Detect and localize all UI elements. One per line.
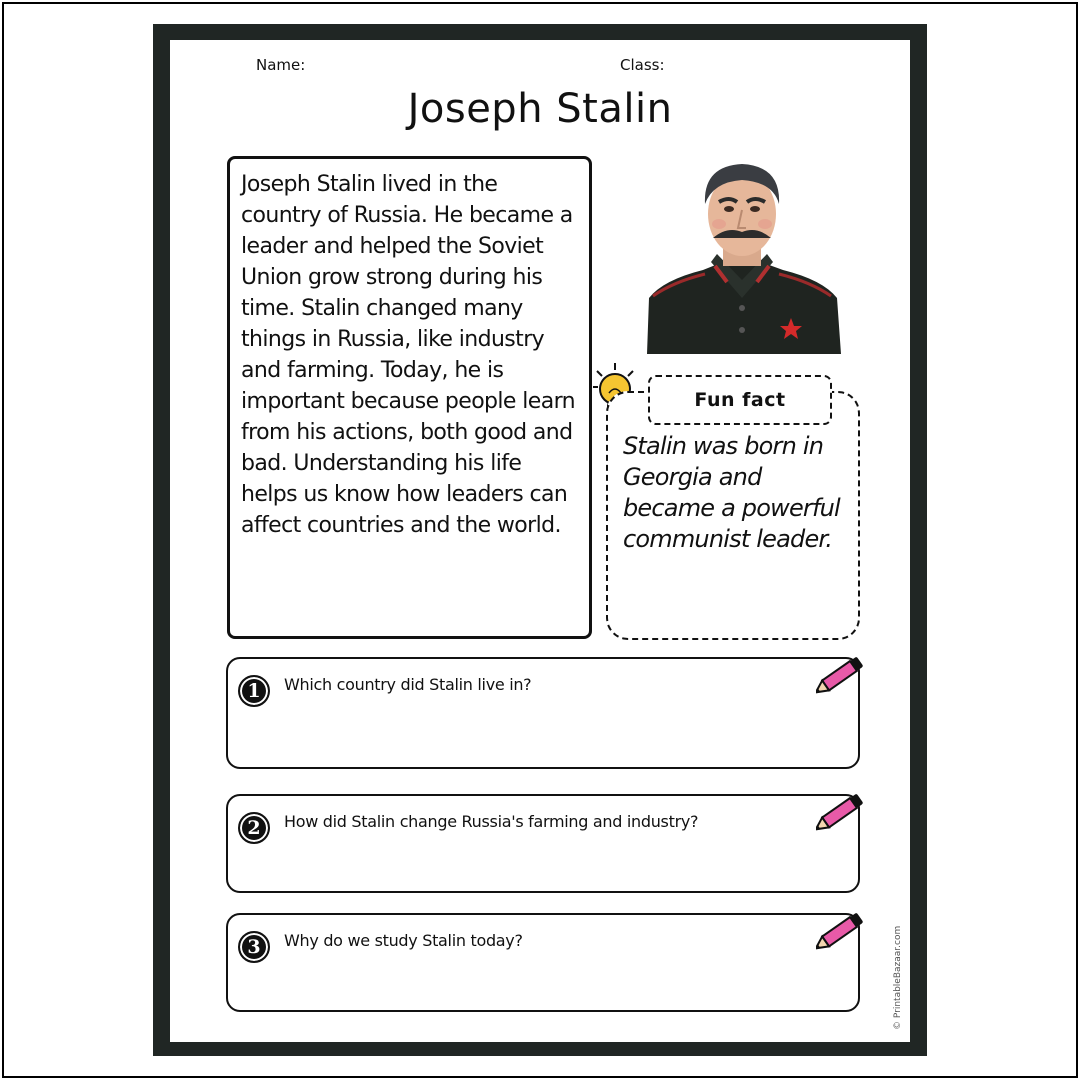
fun-fact-box — [606, 391, 860, 640]
question-text-2: How did Stalin change Russia's farming and industry? — [284, 812, 699, 831]
question-text-1: Which country did Stalin live in? — [284, 675, 532, 694]
question-number-2: 2 — [238, 812, 270, 844]
reading-passage-box — [227, 156, 592, 639]
fun-fact-text: Stalin was born in Georgia and became a powerful communist leader. — [623, 432, 840, 553]
copyright-text: © PrintableBazaar.com — [893, 925, 903, 1030]
page-title: Joseph Stalin — [407, 86, 673, 132]
question-box-1[interactable] — [226, 657, 860, 769]
reading-passage: Joseph Stalin lived in the country of Russia. He became a leader and helped the Soviet Union grow strong during his time. Stalin changed many things in Russia, like industry and farming. Today, he is important because people learn from his actions, both good and bad. Understanding his life helps us know how leaders can affect countries and the world. — [241, 172, 575, 538]
question-text-3: Why do we study Stalin today? — [284, 931, 523, 950]
name-label: Name: — [256, 56, 306, 74]
question-box-3[interactable] — [226, 913, 860, 1012]
question-number-1: 1 — [238, 675, 270, 707]
fun-fact-heading: Fun fact — [648, 375, 832, 425]
portrait-image — [643, 158, 841, 354]
class-label: Class: — [620, 56, 665, 74]
question-number-3: 3 — [238, 931, 270, 963]
pencil-icon — [816, 651, 868, 697]
pencil-icon — [816, 907, 868, 953]
pencil-icon — [816, 788, 868, 834]
question-box-2[interactable] — [226, 794, 860, 893]
